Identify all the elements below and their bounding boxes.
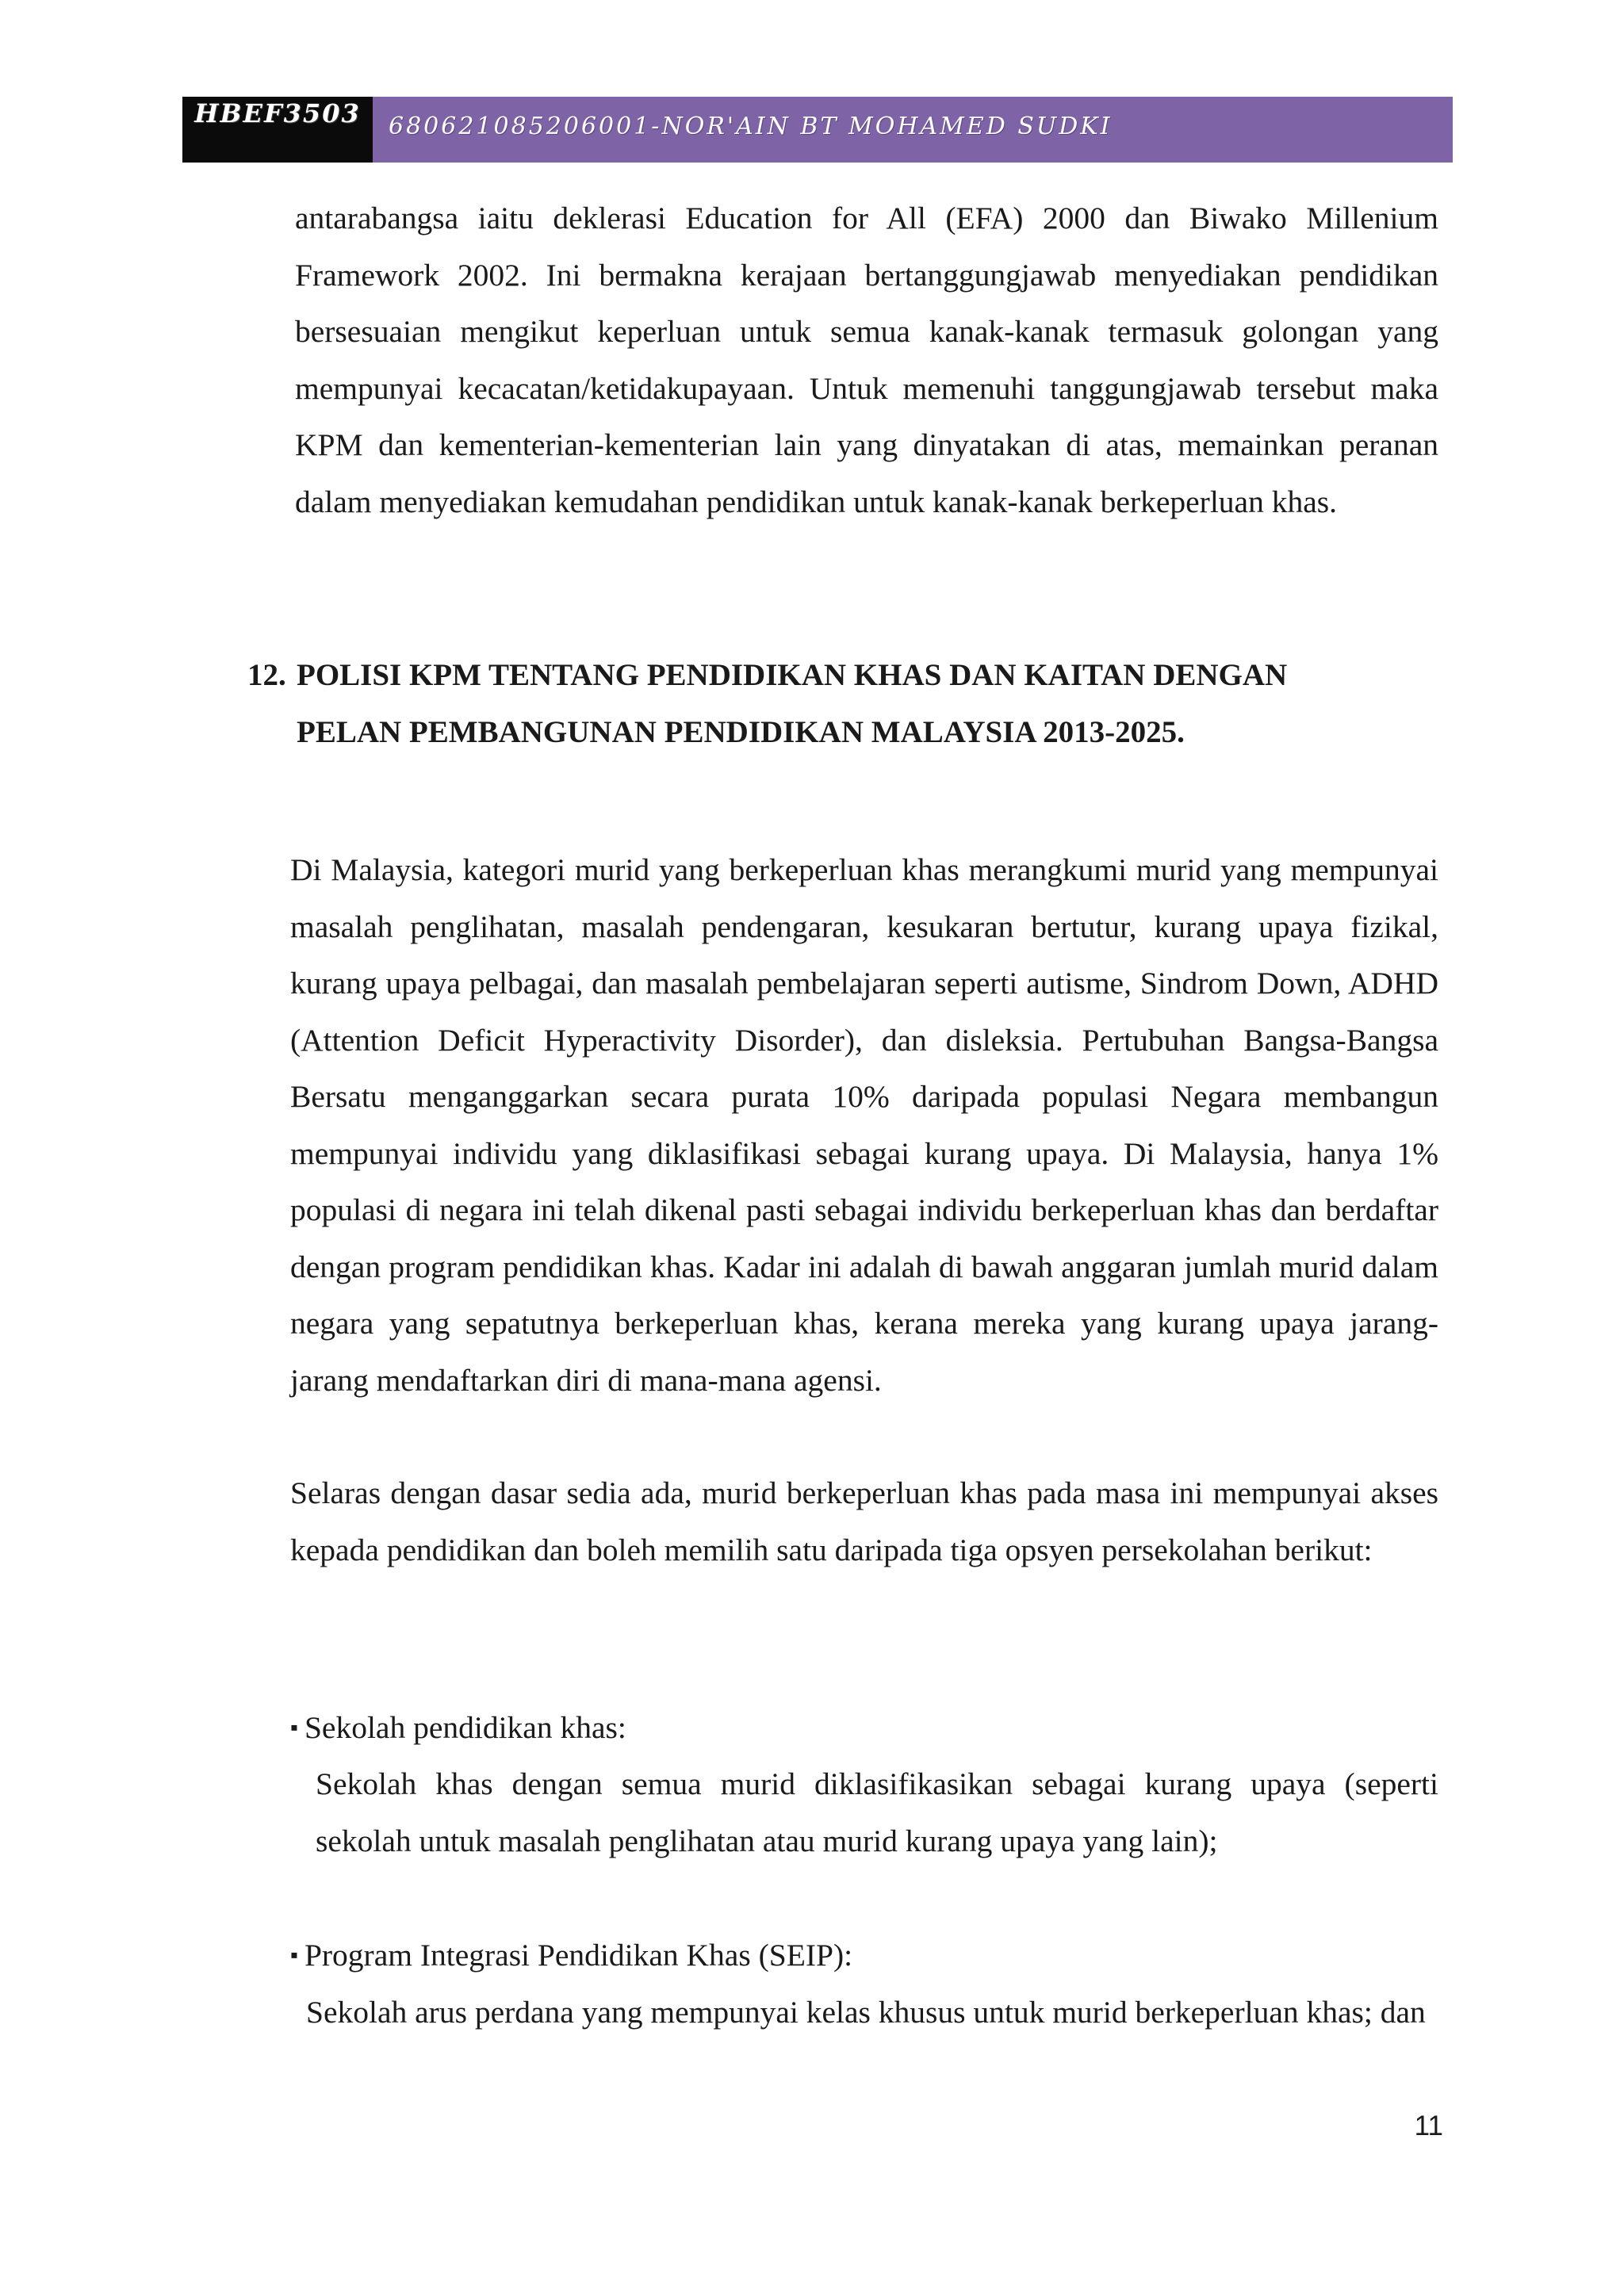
option-1-text: Sekolah khas dengan semua murid diklasifikasikan sebagai kurang upaya (seperti sekolah untuk masalah penglihatan atau murid kurang upaya yang lain); <box>316 1766 1438 1858</box>
option-2-title: Program Integrasi Pendidikan Khas (SEIP): <box>304 1938 853 1973</box>
paragraph-intro: antarabangsa iaitu deklerasi Education for All (EFA) 2000 dan Biwako Millenium Framework 2002. Ini bermakna kerajaan bertanggungjawab menyediakan pendidikan bersesuaian mengikut keperluan untuk semua kanak-kanak termasuk golongan yang mempunyai kecacatan/ketidakupayaan. Untuk memenuhi tanggungjawab tersebut maka KPM dan kementerian-kementerian lain yang dinyatakan di atas, memainkan peranan dalam menyediakan kemudahan pendidikan untuk kanak-kanak berkeperluan khas. <box>295 201 1438 519</box>
page-number: 11 <box>1414 2110 1443 2141</box>
bullet-marker: ▪ <box>290 1716 298 1740</box>
section-number: 12. <box>247 658 286 692</box>
paragraph-options: Selaras dengan dasar sedia ada, murid berkeperluan khas pada masa ini mempunyai akses kepada pendidikan dan boleh memilih satu daripada tiga opsyen persekolahan berikut: <box>290 1475 1438 1567</box>
option-1-title: Sekolah pendidikan khas: <box>304 1710 626 1745</box>
section-title-line2: PELAN PEMBANGUNAN PENDIDIKAN MALAYSIA 2013-2025. <box>297 715 1185 749</box>
section-title-line1: POLISI KPM TENTANG PENDIDIKAN KHAS DAN KAITAN DENGAN <box>297 658 1288 692</box>
paragraph-malaysia: Di Malaysia, kategori murid yang berkeperluan khas merangkumi murid yang mempunyai masalah penglihatan, masalah pendengaran, kesukaran bertutur, kurang upaya fizikal, kurang upaya pelbagai, dan masalah pembelajaran seperti autisme, Sindrom Down, ADHD (Attention Deficit Hyperactivity Disorder), dan disleksia. Pertubuhan Bangsa-Bangsa Bersatu menganggarkan secara purata 10% daripada populasi Negara membangun mempunyai individu yang diklasifikasi sebagai kurang upaya. Di Malaysia, hanya 1% populasi di negara ini telah dikenal pasti sebagai individu berkeperluan khas dan berdaftar dengan program pendidikan khas. Kadar ini adalah di bawah anggaran jumlah murid dalam negara yang sepatutnya berkeperluan khas, kerana mereka yang kurang upaya jarang-jarang mendaftarkan diri di mana-mana agensi. <box>290 852 1438 1398</box>
bullet-marker: ▪ <box>290 1943 298 1968</box>
header-student-line: 680621085206001-NOR'AIN BT MOHAMED SUDKI <box>389 113 1113 140</box>
option-2-heading <box>290 1927 852 1984</box>
option-1-heading <box>290 1699 626 1757</box>
option-2-text: Sekolah arus perdana yang mempunyai kelas khusus untuk murid berkeperluan khas; dan <box>306 1995 1426 2030</box>
section-heading <box>247 647 1437 761</box>
header-course-code: HBEF3503 <box>194 98 361 128</box>
